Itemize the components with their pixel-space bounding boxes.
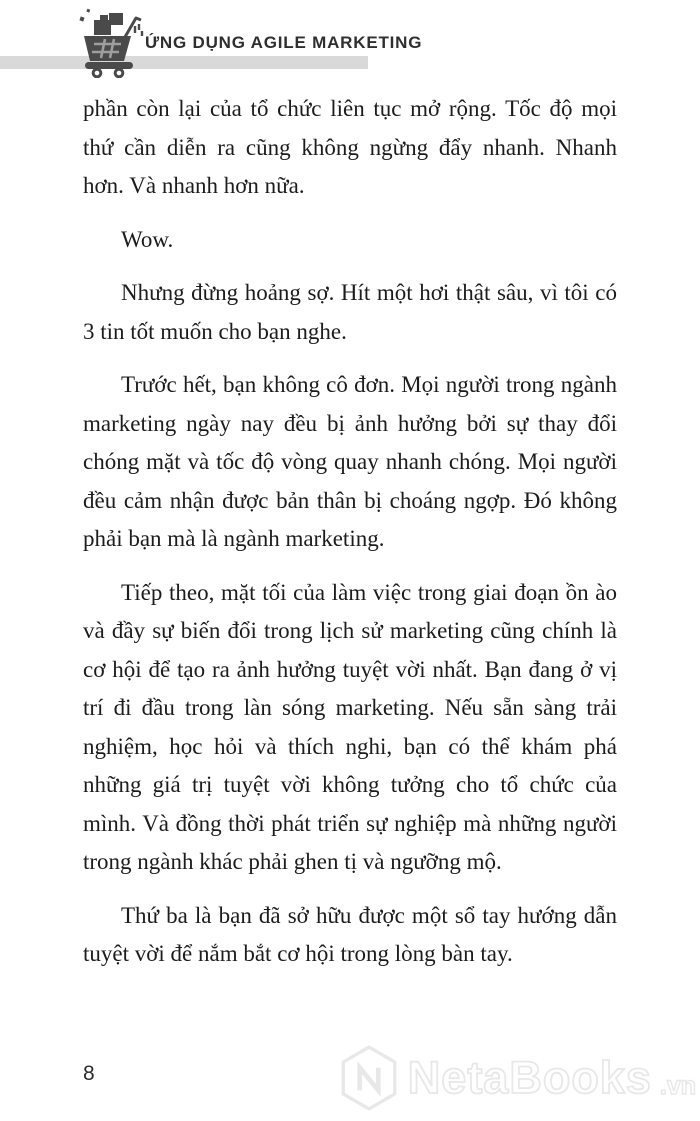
paragraph-6: Thứ ba là bạn đã sở hữu được một sổ tay hướng dẫn tuyệt vời để nắm bắt cơ hội trong lòng bàn tay. xyxy=(83,902,617,966)
shopping-cart-icon xyxy=(76,6,146,78)
page-number: 8 xyxy=(83,1062,95,1085)
netabooks-hexagon-logo xyxy=(338,1044,400,1112)
netabooks-watermark xyxy=(338,1044,696,1112)
watermark-brand-text: NetaBooks xyxy=(407,1052,652,1103)
paragraph-1: phần còn lại của tổ chức liên tục mở rộng. Tốc độ mọi thứ cần diễn ra cũng không ngừng đẩy nhanh. Nhanh hơn. Và nhanh hơn nữa. xyxy=(83,96,617,198)
paragraph-2: Wow. xyxy=(121,226,174,252)
page-header xyxy=(0,0,700,80)
book-title: ỨNG DỤNG AGILE MARKETING xyxy=(145,33,423,52)
header-divider-bar xyxy=(0,56,368,69)
watermark-tld-text: .vn xyxy=(659,1072,696,1100)
paragraph-4: Trước hết, bạn không cô đơn. Mọi người trong ngành marketing ngày nay đều bị ảnh hưởng bởi sự thay đổi chóng mặt và tốc độ vòng quay nhanh chóng. Mọi người đều cảm nhận được bản thân bị choáng ngợp. Đó không phải bạn mà là ngành marketing. xyxy=(83,372,617,551)
paragraph-5: Tiếp theo, mặt tối của làm việc trong giai đoạn ồn ào và đầy sự biến đổi trong lịch sử marketing cũng chính là cơ hội để tạo ra ảnh hưởng tuyệt vời nhất. Bạn đang ở vị trí đi đầu trong làn sóng marketing. Nếu sẵn sàng trải nghiệm, học hỏi và thích nghi, bạn có thể khám phá những giá trị tuyệt vời không tưởng cho tổ chức của mình. Và đồng thời phát triển sự nghiệp mà những người trong ngành khác phải ghen tị và ngưỡng mộ. xyxy=(83,579,617,874)
page-text-body xyxy=(83,90,617,989)
paragraph-3: Nhưng đừng hoảng sợ. Hít một hơi thật sâu, vì tôi có 3 tin tốt muốn cho bạn nghe. xyxy=(83,280,617,344)
